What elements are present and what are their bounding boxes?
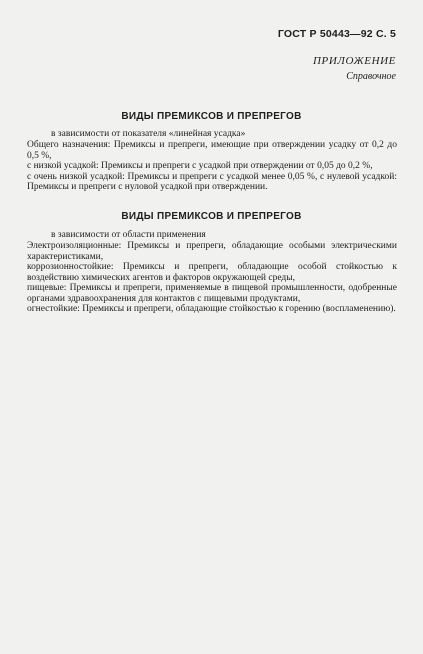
shrinkage-classification-list bbox=[27, 140, 397, 193]
section-title-shrinkage: ВИДЫ ПРЕМИКСОВ И ПРЕПРЕГОВ bbox=[121, 111, 302, 122]
document-header: ГОСТ Р 50443—92 С. 5 bbox=[277, 28, 396, 40]
reference-label: Справочное bbox=[346, 71, 396, 82]
list-item: с низкой усадкой: Премиксы и препреги с усадкой при отверждении от 0,05 до 0,2 %, bbox=[27, 161, 373, 171]
section-title-application: ВИДЫ ПРЕМИКСОВ И ПРЕПРЕГОВ bbox=[121, 211, 302, 222]
appendix-label: ПРИЛОЖЕНИЕ bbox=[313, 55, 396, 67]
list-item: коррозионностойкие: Премиксы и препреги, обладающие особой стойкостью к воздействию химических агентов и факторов окружающей среды, bbox=[27, 262, 397, 283]
application-classification-list bbox=[27, 241, 397, 315]
list-item: пищевые: Премиксы и препреги, применяемые в пищевой промышленности, одобренные органами здравоохранения для контактов с пищевыми продуктами, bbox=[27, 283, 397, 304]
section-subtitle-shrinkage: в зависимости от показателя «линейная усадка» bbox=[51, 129, 246, 139]
list-item: с очень низкой усадкой: Премиксы и препреги с усадкой менее 0,05 %, с нулевой усадкой: Премиксы и препреги с нуловой усадкой при отверждении. bbox=[27, 171, 397, 192]
list-item: Электроизоляционные: Премиксы и препреги, обладающие особыми электрическими характеристиками, bbox=[27, 241, 397, 262]
section-subtitle-application: в зависимости от области применения bbox=[51, 230, 206, 240]
list-item: Общего назначения: Премиксы и препреги, имеющие при отверждении усадку от 0,2 до 0,5 %, bbox=[27, 140, 397, 161]
list-item: огнестойкие: Премиксы и препреги, обладающие стойкостью к горению (воспламенению). bbox=[27, 304, 396, 314]
